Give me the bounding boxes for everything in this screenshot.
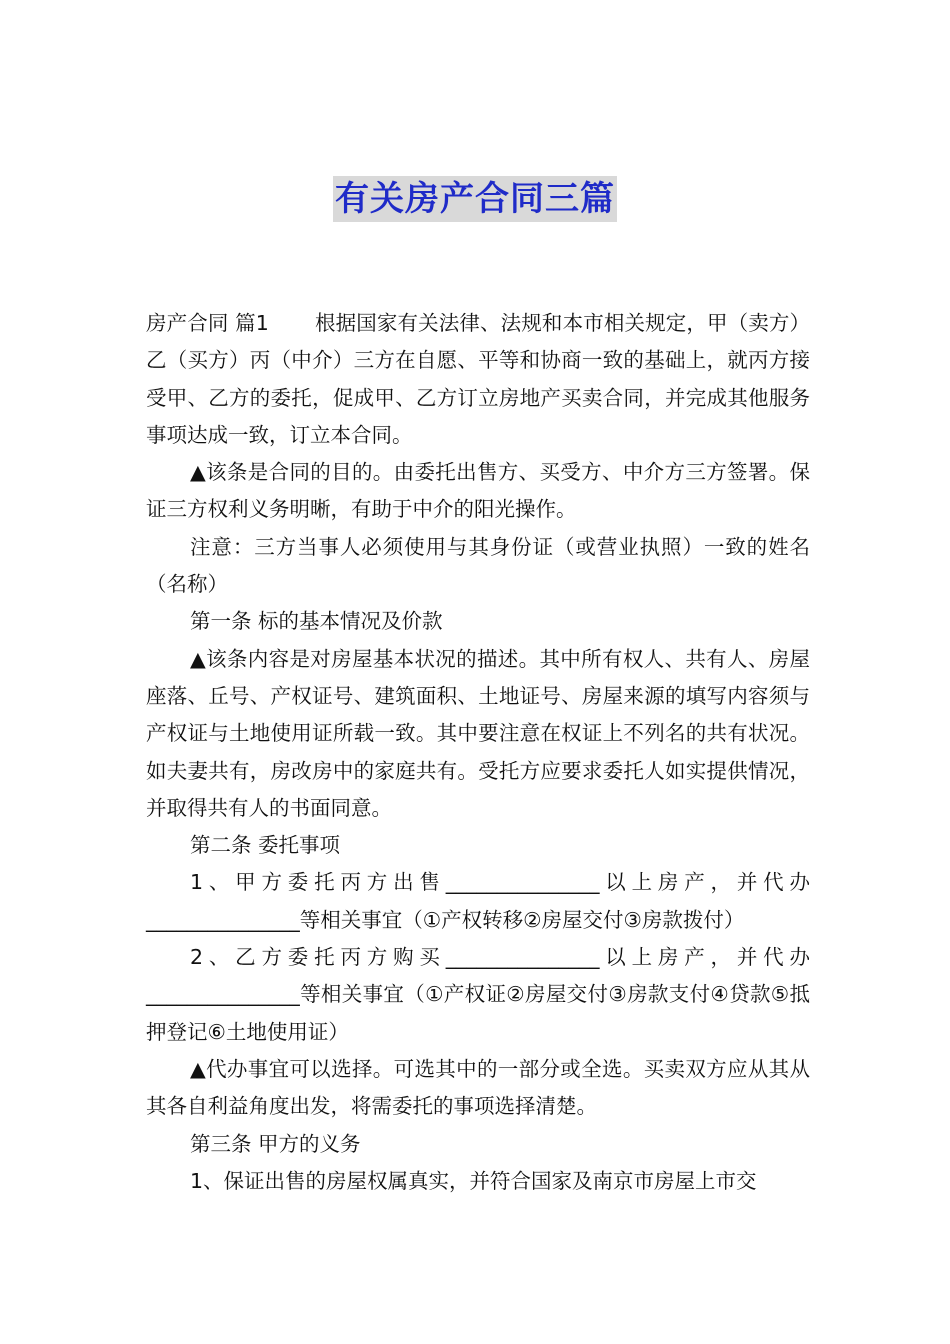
paragraph-note: ▲该条是合同的目的。由委托出售方、买受方、中介方三方签署。保证三方权利义务明晰，有助于中介的阳光操作。: [146, 460, 810, 522]
article-heading: 第三条 甲方的义务: [190, 1131, 361, 1156]
paragraph-intro: [146, 305, 810, 454]
document-title: 有关房产合同三篇: [333, 176, 617, 222]
clause-item: 2、乙方委托丙方购买_______________以上房产，并代办_______________等相关事宜（①产权证②房屋交付③房款支付④贷款⑤抵押登记⑥土地使用证）: [146, 945, 810, 1044]
section-heading: 房产合同 篇1: [146, 311, 269, 335]
clause-item: 1、甲方委托丙方出售_______________以上房产，并代办_______________等相关事宜（①产权转移②房屋交付③房款拨付）: [146, 870, 810, 932]
clause-item: 1、保证出售的房屋权属真实，并符合国家及南京市房屋上市交: [190, 1168, 757, 1193]
paragraph-note: ▲该条内容是对房屋基本状况的描述。其中所有权人、共有人、房屋座落、丘号、产权证号、建筑面积、土地证号、房屋来源的填写内容须与产权证与土地使用证所载一致。其中要注意在权证上不列名的共有状况。如夫妻共有，房改房中的家庭共有。受托方应要求委托人如实提供情况，并取得共有人的书面同意。: [146, 646, 810, 820]
paragraph-note: ▲代办事宜可以选择。可选其中的一部分或全选。买卖双方应从其从其各自利益角度出发，将需委托的事项选择清楚。: [146, 1056, 810, 1119]
article-heading: 第二条 委托事项: [190, 833, 341, 858]
title-block: [0, 176, 950, 222]
document-body: [146, 305, 810, 1200]
paragraph-text: 根据国家有关法律、法规和本市相关规定，甲（卖方）乙（买方）丙（中介）三方在自愿、平等和协商一致的基础上，就丙方接受甲、乙方的委托，促成甲、乙方订立房地产买卖合同，并完成其他服务事项达成一致，订立本合同。: [146, 311, 811, 447]
article-heading: 第一条 标的基本情况及价款: [190, 609, 443, 634]
paragraph-attention: 注意：三方当事人必须使用与其身份证（或营业执照）一致的姓名（名称）: [146, 534, 810, 597]
